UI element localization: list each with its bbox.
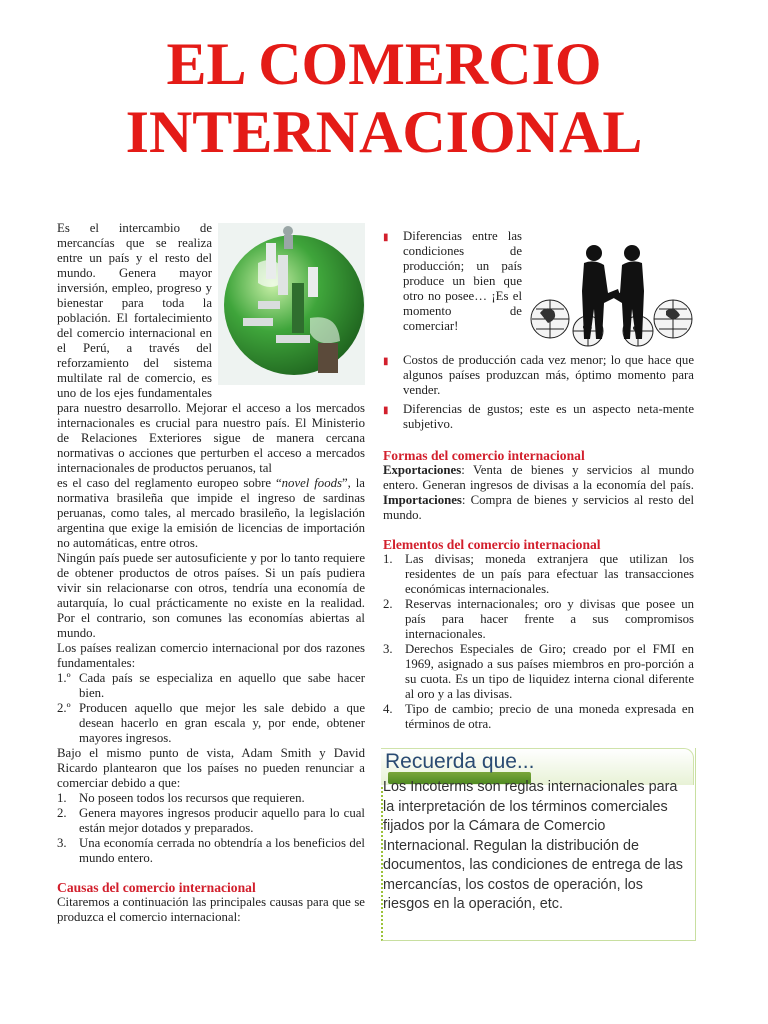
- causes-paragraph: Citaremos a continuación las principales causas para que se produzca el comercio internacional:: [57, 895, 365, 924]
- because-item: 3. Una economía cerrada no obtendría a los beneficios del mundo entero.: [57, 836, 365, 865]
- cause-bullet: ▮ Diferencias de gustos; este es un aspecto neta-mente subjetivo.: [383, 402, 694, 431]
- element-item: 2. Reservas internacionales; oro y divisas que posee un país para hacer frente a sus compromisos internacionales.: [383, 597, 694, 641]
- green-globe-stairs-illustration: [218, 223, 365, 385]
- bullet-icon: ▮: [383, 232, 389, 243]
- recuerda-text: Los Incoterms son reglas internacionales para la interpretación de los términos comerciales fijados por la Cámara de Comercio Internacional. Regulan la distribución de documentos, las condiciones de entrega de las mercancías, los costos de operación, los riesgos en la operación, etc.: [383, 779, 683, 912]
- element-item: 4. Tipo de cambio; precio de una moneda expresada en términos de otra.: [383, 702, 694, 731]
- forms-paragraph: Exportaciones: Venta de bienes y servicios al mundo entero. Generan ingresos de divisas a la economía del país. Importaciones: Compra de bienes y servicios al resto del mundo.: [383, 463, 694, 522]
- forms-heading: Formas del comercio internacional: [383, 448, 585, 463]
- left-column: [57, 221, 365, 925]
- autarky-paragraph: Ningún país puede ser autosuficiente y por lo tanto requiere de obtener productos de otros países. Si un país pudiera vivir sin relacionarse con otros, tendría una economía de autarquía, lo cual prácticamente no existe en la realidad. Por el contrario, son comunes las economías abiertas al mundo.: [57, 551, 365, 640]
- because-item: 1. No poseen todos los recursos que requieren.: [57, 791, 305, 805]
- cause-bullet: ▮ Costos de producción cada vez menor; lo que hace que algunos países produzcan más, óptimo momento para vender.: [383, 353, 694, 397]
- smith-ricardo-paragraph: Bajo el mismo punto de vista, Adam Smith y David Ricardo plantearon que los países no pueden renunciar a comerciar debido a que:: [57, 746, 365, 790]
- reason-item: 2.º Producen aquello que mejor les sale debido a que desean hacerlo en gran escala y, por ende, obtener mayores ingresos.: [57, 701, 365, 745]
- title-line-1: EL COMERCIO: [166, 31, 602, 97]
- causes-heading: Causas del comercio internacional: [57, 880, 256, 895]
- bullet-icon: ▮: [383, 356, 389, 367]
- reason-item: 1.º Cada país se especializa en aquello que sabe hacer bien.: [57, 671, 365, 700]
- handshake-globes-illustration: [528, 231, 696, 349]
- element-item: 3. Derechos Especiales de Giro; creado por el FMI en 1969, asignado a sus países miembros en pro-porción a su cuota. Es un tipo de liquidez interna cional diferente al oro y a las divisas.: [383, 642, 694, 701]
- element-item: 1. Las divisas; moneda extranjera que utilizan los residentes de un país para efectuar las transacciones económicas internacionales.: [383, 552, 694, 596]
- recuerda-title: Recuerda que...: [385, 750, 535, 773]
- title-line-2: INTERNACIONAL: [125, 99, 643, 165]
- intro-paragraph: Es el intercambio de mercancías que se realiza entre un país y el resto del mundo. Genera mayor inversión, empleo, progreso y bienestar para toda la población. El fortalecimiento del comercio internacional en el Perú, a través del reforzamiento del sistema multilate ral de comercio, es uno de los ejes fundamentales para nuestro desarrollo. Mejorar el acceso a los mercados internacionales es crucial para nuestro país. El Ministerio de Relaciones Exteriores sigue de manera cercana normativas o acciones que perturben el acceso a mercados internacionales de productos peruanos, tal: [57, 221, 365, 475]
- reasons-intro: Los países realizan comercio internacional por dos razones fundamentales:: [57, 641, 365, 670]
- because-item: 2. Genera mayores ingresos producir aquello para lo cual están mejor dotados y preparados.: [57, 806, 365, 835]
- bullet-icon: ▮: [383, 405, 389, 416]
- right-column: [383, 229, 694, 732]
- regulation-paragraph: es el caso del reglamento europeo sobre “novel foods”, la normativa brasileña que impide el ingreso de sardinas peruanas, como tales, al mercado brasileño, la legislación argentina que exige la emisión de licencias de importación no automáticas, entre otros.: [57, 476, 365, 550]
- cause-bullet: ▮ Diferencias entre las condiciones de producción; un país produce un bien que otro no posee… ¡Es el momento de comerciar!: [383, 229, 694, 349]
- elements-heading: Elementos del comercio internacional: [383, 537, 601, 552]
